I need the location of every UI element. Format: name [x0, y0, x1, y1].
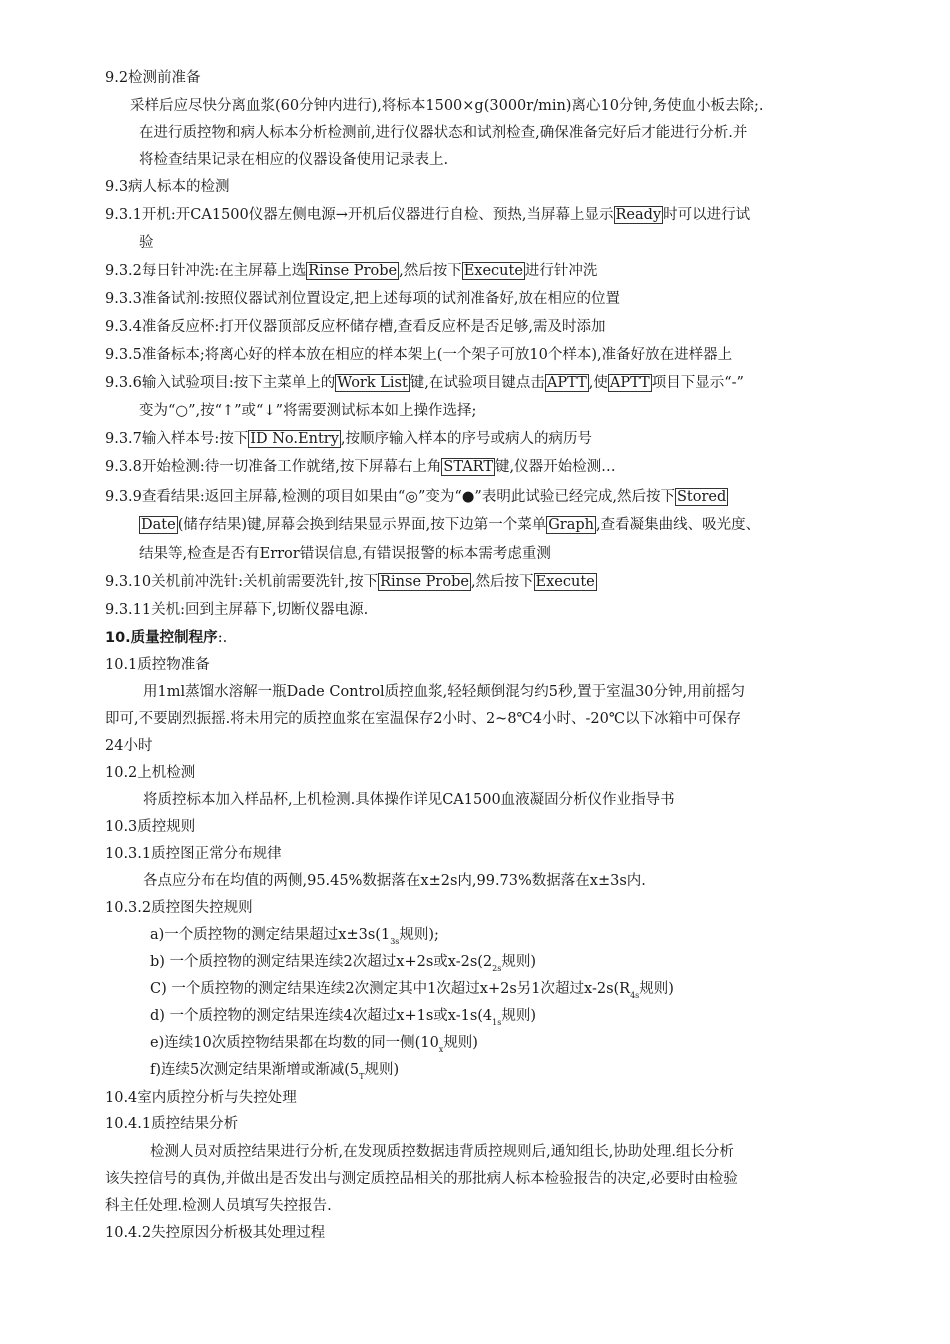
paragraph-9-2-line2: 在进行质控物和病人标本分析检测前,进行仪器状态和试剂检查,确保准备完好后才能进行分析.并	[139, 125, 748, 141]
rule-text: d) 一个质控物的测定结果连续4次超过x+1s或x-1s(4	[150, 1008, 493, 1024]
step-text: 进行针冲洗	[524, 263, 598, 279]
step-text: 9.3.6输入试验项目:按下主菜单上的	[105, 375, 336, 391]
heading-10-2: 10.2上机检测	[105, 765, 196, 781]
rule-subscript: 1s	[492, 1018, 502, 1027]
rule-text: 规则)	[639, 981, 674, 997]
paragraph-10-2: 将质控标本加入样品杯,上机检测.具体操作详见CA1500血液凝固分析仪作业指导书	[143, 792, 675, 808]
rule-c	[150, 979, 674, 1006]
rule-text: 规则)	[443, 1035, 478, 1051]
id-no-entry-key: ID No.Entry	[250, 431, 339, 447]
step-9-3-1	[105, 205, 750, 225]
start-key: START	[443, 459, 494, 475]
rule-text: C) 一个质控物的测定结果连续2次测定其中1次超过x+2s另1次超过x-2s(R	[150, 981, 631, 997]
heading-10-3-2: 10.3.2质控图失控规则	[105, 900, 253, 916]
rule-subscript: x	[438, 1045, 444, 1054]
step-9-3-2	[105, 261, 597, 281]
step-9-3-10	[105, 572, 597, 592]
step-9-3-4: 9.3.4准备反应杯:打开仪器顶部反应杯储存槽,查看反应杯是否足够,需及时添加	[105, 319, 606, 335]
step-text: ,查看凝集曲线、吸光度、	[596, 517, 761, 533]
execute-key: Execute	[535, 574, 595, 590]
graph-key: Graph	[548, 517, 594, 533]
step-text: (储存结果)键,屏幕会换到结果显示界面,按下边第一个菜单	[177, 517, 547, 533]
heading-10-3-1: 10.3.1质控图正常分布规律	[105, 846, 282, 862]
paragraph-10-3-1: 各点应分布在均值的两侧,95.45%数据落在x±2s内,99.73%数据落在x±3s内.	[143, 873, 646, 889]
rule-text: 规则)	[364, 1062, 400, 1078]
rinse-probe-key: Rinse Probe	[308, 263, 398, 279]
step-9-3-11: 9.3.11关机:回到主屏幕下,切断仪器电源.	[105, 602, 369, 618]
heading-10-4: 10.4室内质控分析与失控处理	[105, 1090, 297, 1106]
heading-10-1: 10.1质控物准备	[105, 657, 210, 673]
date-key: Date	[141, 517, 176, 533]
step-text: 9.3.1开机:开CA1500仪器左侧电源→开机后仪器进行自检、预热,当屏幕上显示	[105, 207, 614, 223]
step-text: ,按顺序输入样本的序号或病人的病历号	[340, 431, 592, 447]
rule-text: 规则)	[501, 954, 537, 970]
rule-text: e)连续10次质控物结果都在均数的同一侧(10	[150, 1035, 439, 1051]
step-9-3-6	[105, 373, 744, 393]
step-text: 9.3.2每日针冲洗:在主屏幕上选	[105, 263, 307, 279]
step-9-3-1-cont: 验	[139, 235, 154, 251]
rule-subscript: 4s	[630, 991, 640, 1000]
step-9-3-9-cont2: 结果等,检查是否有Error错误信息,有错误报警的标本需考虑重测	[139, 546, 551, 562]
rule-a	[150, 925, 439, 952]
rule-text: f)连续5次测定结果渐增或渐减(5	[150, 1062, 360, 1078]
rule-text: 规则)	[501, 1008, 537, 1024]
paragraph-10-1-line3: 24小时	[105, 738, 153, 754]
rinse-probe-key: Rinse Probe	[380, 574, 469, 590]
step-9-3-8	[105, 457, 616, 477]
rule-subscript: T	[359, 1072, 365, 1081]
heading-10-4-2: 10.4.2失控原因分析极其处理过程	[105, 1225, 326, 1241]
paragraph-10-4-1-line1: 检测人员对质控结果进行分析,在发现质控数据违背质控规则后,通知组长,协助处理.组长分析	[150, 1144, 734, 1160]
step-text: ,使	[588, 375, 608, 391]
rule-text: 规则);	[399, 927, 439, 943]
step-9-3-9	[105, 487, 728, 507]
step-text: ,然后按下	[470, 574, 534, 590]
rule-text: b) 一个质控物的测定结果连续2次超过x+2s或x-2s(2	[150, 954, 493, 970]
rule-e	[150, 1033, 478, 1060]
ready-key: Ready	[615, 207, 662, 223]
paragraph-10-4-1-line3: 科主任处理.检测人员填写失控报告.	[105, 1198, 332, 1214]
heading-9-2: 9.2检测前准备	[105, 70, 201, 86]
heading-10	[105, 628, 227, 648]
step-9-3-6-cont: 变为“○”,按“↑”或“↓”将需要测试标本如上操作选择;	[139, 403, 477, 419]
work-list-key: Work List	[337, 375, 408, 391]
step-9-3-5: 9.3.5准备标本;将离心好的样本放在相应的样本架上(一个架子可放10个样本),准备好放在进样器上	[105, 347, 733, 363]
rule-text: a)一个质控物的测定结果超过x±3s(1	[150, 927, 391, 943]
heading-10-tail: :.	[217, 630, 228, 646]
step-text: 项目下显示“-”	[651, 375, 744, 391]
paragraph-9-2-line1: 采样后应尽快分离血浆(60分钟内进行),将标本1500×g(3000r/min)离心10分钟,务使血小板去除;.	[130, 98, 764, 114]
rule-subscript: 2s	[492, 964, 502, 973]
rule-f	[150, 1060, 399, 1087]
step-text: 9.3.8开始检测:待一切准备工作就绪,按下屏幕右上角	[105, 459, 442, 475]
step-9-3-3: 9.3.3准备试剂:按照仪器试剂位置设定,把上述每项的试剂准备好,放在相应的位置	[105, 291, 620, 307]
heading-9-3: 9.3病人标本的检测	[105, 179, 230, 195]
paragraph-10-1-line2: 即可,不要剧烈振摇.将未用完的质控血浆在室温保存2小时、2~8℃4小时、-20℃以下冰箱中可保存	[105, 711, 742, 727]
rule-d	[150, 1006, 536, 1033]
step-text: ,然后按下	[399, 263, 462, 279]
step-text: 键,仪器开始检测…	[495, 459, 616, 475]
paragraph-10-4-1-line2: 该失控信号的真伪,并做出是否发出与测定质控品相关的那批病人标本检验报告的决定,必要时由检验	[105, 1171, 738, 1187]
step-text: 时可以进行试	[663, 207, 751, 223]
step-text: 9.3.7输入样本号:按下	[105, 431, 249, 447]
heading-10-title: 10.质量控制程序	[105, 630, 218, 646]
rule-subscript: 3s	[390, 937, 400, 946]
step-text: 键,在试验项目键点击	[409, 375, 545, 391]
step-text: 9.3.10关机前冲洗针:关机前需要洗针,按下	[105, 574, 379, 590]
step-text: 9.3.9查看结果:返回主屏幕,检测的项目如果由“◎”变为“●”表明此试验已经完成,然后按下	[105, 489, 675, 505]
paragraph-9-2-line3: 将检查结果记录在相应的仪器设备使用记录表上.	[139, 152, 449, 168]
step-9-3-7	[105, 429, 592, 449]
rule-b	[150, 952, 536, 979]
step-9-3-9-cont1	[139, 515, 760, 535]
execute-key: Execute	[463, 263, 523, 279]
heading-10-3: 10.3质控规则	[105, 819, 196, 835]
aptt-key: APTT	[609, 375, 650, 391]
aptt-key: APTT	[546, 375, 587, 391]
stored-key: Stored	[676, 489, 727, 505]
paragraph-10-1-line1: 用1ml蒸馏水溶解一瓶Dade Control质控血浆,轻轻颠倒混匀约5秒,置于室温30分钟,用前摇匀	[143, 684, 746, 700]
heading-10-4-1: 10.4.1质控结果分析	[105, 1116, 239, 1132]
